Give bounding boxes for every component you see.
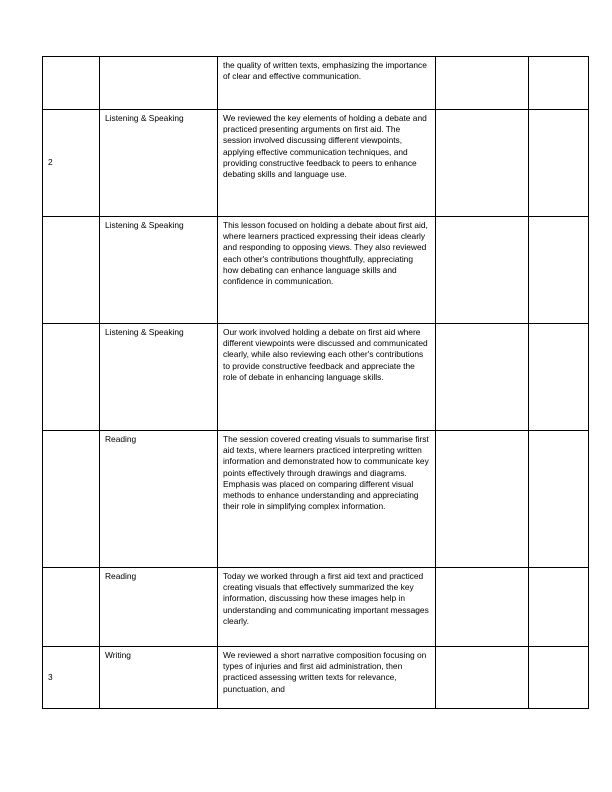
week-cell [43, 431, 100, 568]
empty-cell [529, 568, 589, 647]
table-row [43, 217, 589, 324]
week-cell [43, 324, 100, 431]
strand-cell: Listening & Speaking [100, 110, 218, 217]
empty-cell [529, 57, 589, 110]
week-cell [43, 217, 100, 324]
week-cell: 3 [43, 647, 100, 709]
strand-cell: Reading [100, 568, 218, 647]
week-cell [43, 568, 100, 647]
description-cell: Today we worked through a first aid text and practiced creating visuals that effectively summarized the key information, discussing how these images help in understanding and communicating important messages clearly. [218, 568, 436, 647]
empty-cell [436, 110, 529, 217]
table-row [43, 110, 589, 217]
empty-cell [529, 110, 589, 217]
table-row [43, 57, 589, 110]
empty-cell [529, 431, 589, 568]
strand-cell: Listening & Speaking [100, 324, 218, 431]
description-cell: The session covered creating visuals to summarise first aid texts, where learners practiced interpreting written information and demonstrated how to communicate key points effectively through drawings and diagrams. Emphasis was placed on comparing different visual methods to enhance understanding and appreciating their role in simplifying complex information. [218, 431, 436, 568]
table-row [43, 324, 589, 431]
description-cell: This lesson focused on holding a debate about first aid, where learners practiced expressing their ideas clearly and responding to opposing views. They also reviewed each other's contributions thoughtfully, appreciating how debating can enhance language skills and confidence in communication. [218, 217, 436, 324]
lesson-log-table [42, 56, 589, 709]
empty-cell [436, 647, 529, 709]
empty-cell [436, 568, 529, 647]
empty-cell [436, 57, 529, 110]
strand-cell: Writing [100, 647, 218, 709]
strand-cell [100, 57, 218, 110]
description-cell: the quality of written texts, emphasizing the importance of clear and effective communication. [218, 57, 436, 110]
empty-cell [436, 324, 529, 431]
week-cell [43, 57, 100, 110]
table-row [43, 431, 589, 568]
strand-cell: Listening & Speaking [100, 217, 218, 324]
empty-cell [529, 217, 589, 324]
empty-cell [436, 217, 529, 324]
table-row [43, 568, 589, 647]
description-cell: We reviewed the key elements of holding a debate and practiced presenting arguments on first aid. The session involved discussing different viewpoints, applying effective communication techniques, and providing constructive feedback to peers to enhance debating skills and language use. [218, 110, 436, 217]
empty-cell [436, 431, 529, 568]
empty-cell [529, 324, 589, 431]
description-cell: We reviewed a short narrative composition focusing on types of injuries and first aid administration, then practiced assessing written texts for relevance, punctuation, and [218, 647, 436, 709]
table-row [43, 647, 589, 709]
empty-cell [529, 647, 589, 709]
week-cell: 2 [43, 110, 100, 217]
strand-cell: Reading [100, 431, 218, 568]
description-cell: Our work involved holding a debate on first aid where different viewpoints were discussed and communicated clearly, while also reviewing each other's contributions to provide constructive feedback and appreciate the role of debate in enhancing language skills. [218, 324, 436, 431]
